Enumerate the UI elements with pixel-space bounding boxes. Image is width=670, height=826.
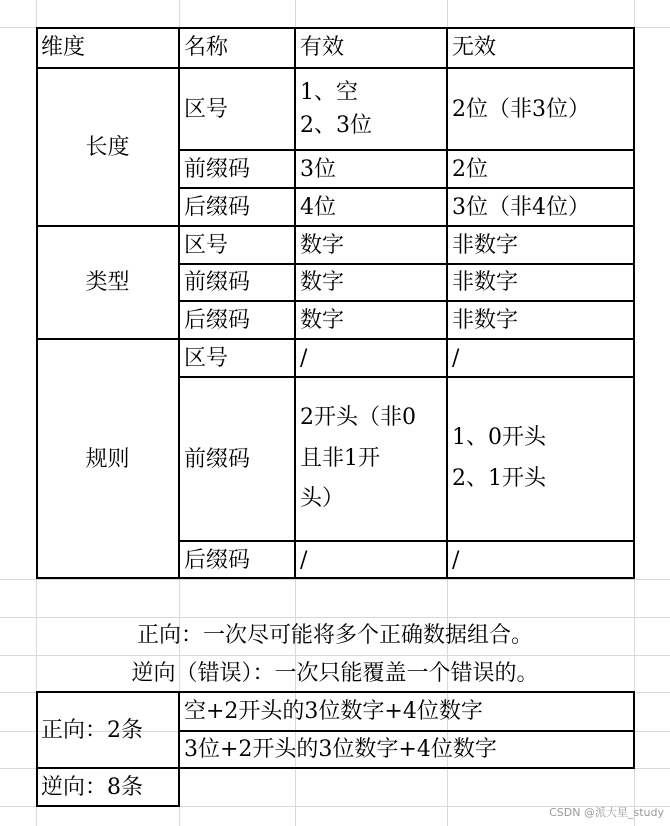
- row-rule-area-invalid[interactable]: /: [452, 345, 460, 371]
- summary-forward-case[interactable]: 空+2开头的3位数字+4位数字: [184, 699, 483, 724]
- table-divider: [36, 67, 635, 69]
- table-divider: [36, 691, 38, 807]
- valid-line: 头）: [300, 486, 345, 512]
- summary-forward-label[interactable]: 正向：2条: [41, 717, 143, 743]
- valid-line: 2开头（非0: [300, 404, 416, 430]
- invalid-line: 1、0开头: [452, 425, 546, 451]
- row-rule-prefix-valid[interactable]: [295, 377, 447, 541]
- row-type-suffix-name[interactable]: 后缀码: [184, 307, 251, 333]
- row-length-area-name[interactable]: 区号: [184, 96, 229, 122]
- table-divider: [179, 149, 635, 151]
- header-invalid[interactable]: 无效: [452, 35, 497, 60]
- table-divider: [36, 691, 635, 693]
- dimension-length[interactable]: 长度: [85, 134, 130, 160]
- table-divider: [178, 691, 180, 807]
- row-rule-area-name[interactable]: 区号: [184, 345, 229, 371]
- table-divider: [179, 300, 635, 302]
- row-type-prefix-valid[interactable]: 数字: [300, 270, 345, 295]
- row-rule-area-valid[interactable]: /: [300, 345, 308, 371]
- table-divider: [633, 691, 635, 769]
- table-divider: [446, 27, 448, 579]
- table-divider: [294, 27, 296, 579]
- header-dimension[interactable]: 维度: [41, 35, 86, 60]
- table-divider: [36, 767, 635, 769]
- row-length-suffix-valid[interactable]: 4位: [300, 194, 336, 220]
- row-rule-suffix-invalid[interactable]: /: [452, 547, 460, 573]
- row-type-prefix-name[interactable]: 前缀码: [184, 270, 251, 295]
- row-rule-prefix-name[interactable]: 前缀码: [184, 446, 251, 472]
- table-divider: [36, 805, 179, 807]
- table-divider: [179, 376, 635, 378]
- invalid-line: 2、1开头: [452, 466, 546, 491]
- valid-line: 且非1开: [300, 445, 380, 471]
- dimension-rule[interactable]: 规则: [85, 446, 130, 472]
- table-divider: [36, 225, 635, 227]
- row-type-area-name[interactable]: 区号: [184, 232, 229, 258]
- row-length-prefix-name[interactable]: 前缀码: [184, 156, 251, 182]
- row-rule-prefix-invalid[interactable]: [447, 377, 634, 541]
- summary-reverse-label[interactable]: 逆向：8条: [41, 774, 143, 800]
- table-divider: [179, 263, 635, 265]
- summary-forward-case[interactable]: 3位+2开头的3位数字+4位数字: [184, 737, 497, 762]
- table-divider: [179, 540, 635, 542]
- row-length-area-valid[interactable]: [295, 68, 447, 150]
- table-divider: [178, 27, 180, 579]
- row-type-prefix-invalid[interactable]: 非数字: [452, 270, 519, 295]
- valid-line: 1、空: [300, 80, 358, 105]
- row-length-suffix-name[interactable]: 后缀码: [184, 194, 251, 220]
- row-rule-suffix-name[interactable]: 后缀码: [184, 547, 251, 573]
- row-type-area-valid[interactable]: 数字: [300, 232, 345, 258]
- row-rule-suffix-valid[interactable]: /: [300, 547, 308, 573]
- row-type-suffix-invalid[interactable]: 非数字: [452, 307, 519, 333]
- row-length-suffix-invalid[interactable]: 3位（非4位）: [452, 194, 590, 220]
- dimension-type[interactable]: 类型: [85, 270, 130, 295]
- watermark: CSDN @派大星_study: [549, 806, 664, 819]
- valid-line: 2、3位: [300, 113, 372, 138]
- row-length-area-invalid[interactable]: 2位（非3位）: [452, 96, 590, 122]
- table-divider: [36, 338, 635, 340]
- header-valid[interactable]: 有效: [300, 35, 345, 60]
- table-divider: [179, 187, 635, 189]
- note-reverse[interactable]: 逆向（错误）：一次只能覆盖一个错误的。: [131, 661, 539, 686]
- header-name[interactable]: 名称: [184, 35, 229, 60]
- row-type-area-invalid[interactable]: 非数字: [452, 232, 519, 258]
- row-length-prefix-invalid[interactable]: 2位: [452, 156, 488, 182]
- row-type-suffix-valid[interactable]: 数字: [300, 307, 345, 333]
- row-length-prefix-valid[interactable]: 3位: [300, 156, 336, 182]
- table-divider: [179, 730, 635, 732]
- note-forward[interactable]: 正向：一次尽可能将多个正确数据组合。: [136, 623, 533, 648]
